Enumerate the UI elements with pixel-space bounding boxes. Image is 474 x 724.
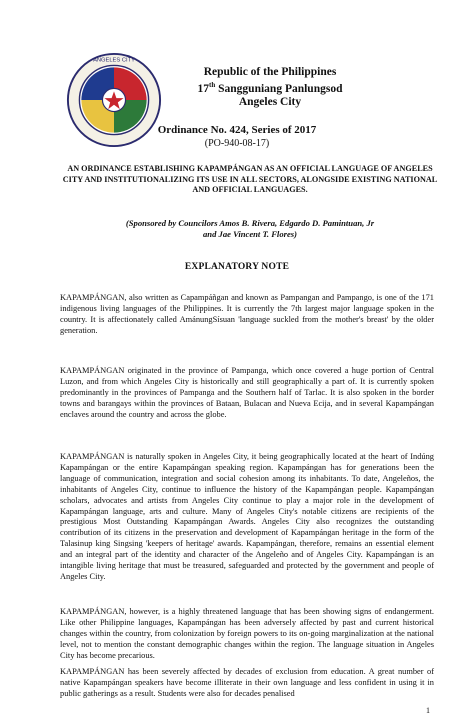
paragraph-5: KAPAMPÁNGAN has been severely affected by decades of exclusion from education. A great number of native Kapampángan speakers have become illiterate in their own language and less confident in using it in public gatherings as a result. Students were also for decades penalised: [60, 667, 434, 698]
ordinance-title: Ordinance No. 424, Series of 2017: [157, 124, 317, 136]
letterhead: [170, 66, 370, 109]
paragraph-2: KAPAMPÁNGAN originated in the province of Pampanga, which once covered a huge portion of Central Luzon, and from which Angeles City is historically and still geographically a part of. It is currently spoken predominantly in the provinces of Pampanga and the Southern half of Tarlac. It is also spoken in the border towns and barangays within the provinces of Bataan, Bulacan and Nueva Ecija, and in several Kapampángan enclaves around the country and across the globe.: [60, 366, 434, 419]
page-number: 1: [426, 706, 430, 715]
sponsor-line-2: and Jae Vincent T. Flores): [203, 229, 297, 239]
paragraph-3: KAPAMPÁNGAN is naturally spoken in Angeles City, it being geographically located at the heart of Indúng Kapampángan or the entire Kapampángan speaking region. Kapampángan has for generations been the language of communication, integration and social cohesion among its inhabitants. To date, Angeleños, the inhabitants of Angeles City, continue to influence the history of the Kapampángan people. Kapampángan scholars, advocates and artists from Angeles City continue to play a major role in the development of Kapampángan language, arts and culture. Many of Angeles City's notable citizens are recipients of the prestigious Most Outstanding Kapampángan Awards. Angeles City also recognizes the outstanding contribution of its citizens in the preservation and development of Kapampángan heritage in the form of the Talasinup king Singsing 'keepers of heritage' awards. Kapampángan, therefore, remains an essential element and an integral part of the identity and character of the Angeleño and of Angeles City. Kapampángan is an intangible living heritage that must be treasured, safeguarded and protected by the government and people of Angeles City.: [60, 452, 434, 581]
paragraph-1: KAPAMPÁNGAN, also written as Capampáñgan and known as Pampangan and Pampango, is one of the 171 indigenous living languages of the Philippines. It is currently the 7th largest major language spoken in the country. It is affectionately called AmánungSísuan 'language suckled from the mother's breast' by the older generation.: [60, 293, 434, 335]
city-line: Angeles City: [238, 95, 302, 108]
republic-line: Republic of the Philippines: [203, 66, 337, 78]
explanatory-note-heading: EXPLANATORY NOTE: [184, 262, 290, 272]
sponsor-line-1: (Sponsored by Councilors Amos B. Rivera, Edgardo D. Pamintuan, Jr: [125, 218, 375, 228]
seal-text: ANGELES CITY: [93, 57, 135, 64]
ordinance-caption: AN ORDINANCE ESTABLISHING KAPAMPÁNGAN AS AN OFFICIAL LANGUAGE OF ANGELES CITY AND INSTITUTIONALIZING ITS USE IN ALL SECTORS, ALONGSIDE EXISTING NATIONAL AND OFFICIAL LANGUAGES.: [62, 164, 438, 194]
ordinance-code: (PO-940-08-17): [204, 138, 270, 149]
sponsors: [80, 218, 420, 240]
council-line: 17th Sangguniang Panlungsod: [197, 81, 343, 95]
paragraph-4: KAPAMPÁNGAN, however, is a highly threatened language that has been showing signs of endangerment. Like other Philippine languages, Kapampángan has been adversely affected by past and current historical changes within the country, from colonization by foreign powers to its on-going marginalization at the national level, not to mention the constant demographic changes within the region. The language situation in Angeles City has become precarious.: [60, 607, 434, 660]
